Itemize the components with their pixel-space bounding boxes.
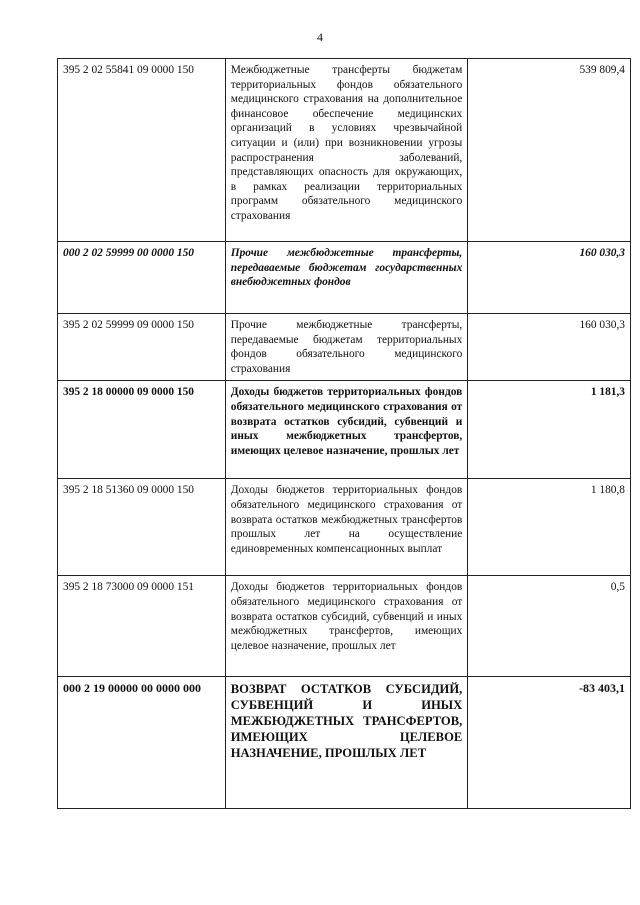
table-row <box>58 242 631 314</box>
budget-amount: 539 809,4 <box>468 59 631 242</box>
budget-description: Межбюджетные трансферты бюджетам территориальных фондов обязательного медицинского страхования на дополнительное финансовое обеспечение медицинских организаций в условиях чрезвычайной ситуации и (или) при возникновении угрозы распространения заболеваний, представляющих опасность для окружающих, в рамках реализации территориальных программ обязательного медицинского страхования <box>225 59 468 242</box>
budget-code: 395 2 18 73000 09 0000 151 <box>58 576 226 677</box>
budget-amount: 160 030,3 <box>468 242 631 314</box>
table-row <box>58 381 631 479</box>
budget-amount: 1 181,3 <box>468 381 631 479</box>
budget-amount: -83 403,1 <box>468 677 631 809</box>
budget-code: 395 2 02 55841 09 0000 150 <box>58 59 226 242</box>
budget-table <box>57 58 631 809</box>
budget-description: ВОЗВРАТ ОСТАТКОВ СУБСИДИЙ, СУБВЕНЦИЙ И ИНЫХ МЕЖБЮДЖЕТНЫХ ТРАНСФЕРТОВ, ИМЕЮЩИХ ЦЕЛЕВОЕ НАЗНАЧЕНИЕ, ПРОШЛЫХ ЛЕТ <box>225 677 468 809</box>
budget-amount: 0,5 <box>468 576 631 677</box>
budget-code: 395 2 18 51360 09 0000 150 <box>58 479 226 576</box>
table-row <box>58 677 631 809</box>
budget-amount: 160 030,3 <box>468 314 631 381</box>
budget-description: Доходы бюджетов территориальных фондов обязательного медицинского страхования от возврата остатков субсидий, субвенций и иных межбюджетных трансфертов, имеющих целевое назначение, прошлых лет <box>225 576 468 677</box>
table-row <box>58 59 631 242</box>
budget-code: 395 2 18 00000 09 0000 150 <box>58 381 226 479</box>
budget-description: Прочие межбюджетные трансферты, передаваемые бюджетам государственных внебюджетных фондов <box>225 242 468 314</box>
budget-description: Доходы бюджетов территориальных фондов обязательного медицинского страхования от возврата остатков субсидий, субвенций и иных межбюджетных трансфертов, имеющих целевое назначение, прошлых лет <box>225 381 468 479</box>
budget-description: Доходы бюджетов территориальных фондов обязательного медицинского страхования от возврата остатков межбюджетных трансфертов прошлых лет на осуществление единовременных компенсационных выплат <box>225 479 468 576</box>
budget-code: 000 2 02 59999 00 0000 150 <box>58 242 226 314</box>
budget-amount: 1 180,8 <box>468 479 631 576</box>
budget-description: Прочие межбюджетные трансферты, передаваемые бюджетам территориальных фондов обязательного медицинского страхования <box>225 314 468 381</box>
budget-code: 395 2 02 59999 09 0000 150 <box>58 314 226 381</box>
table-row <box>58 479 631 576</box>
table-row <box>58 576 631 677</box>
page-number: 4 <box>317 30 323 44</box>
budget-code: 000 2 19 00000 00 0000 000 <box>58 677 226 809</box>
table-row <box>58 314 631 381</box>
